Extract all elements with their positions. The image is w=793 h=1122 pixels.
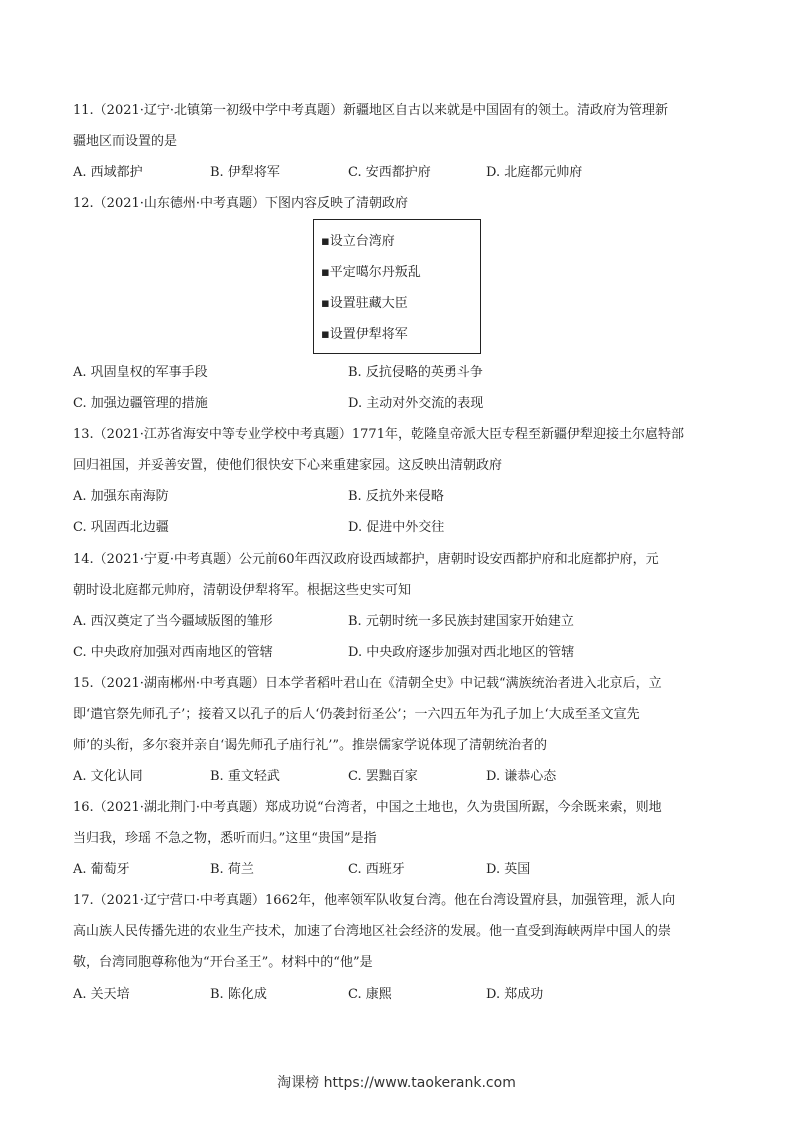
question-text: 12.（2021·山东德州·中考真题）下图内容反映了清朝政府 (73, 196, 409, 211)
question-text: 17.（2021·辽宁营口·中考真题）1662年，他率领军队收复台湾。他在台湾设置府县，加强管理，派人向 (73, 893, 676, 908)
question-text: 11.（2021·辽宁·北镇第一初级中学中考真题）新疆地区自古以来就是中国固有的领土。清政府为管理新 (73, 103, 669, 118)
option-a[interactable]: A. 葡萄牙 (73, 862, 130, 877)
question-text: 敬，台湾同胞尊称他为“开台圣王”。材料中的“他”是 (73, 955, 373, 970)
option-a[interactable]: A. 加强东南海防 (73, 489, 169, 504)
question-text: 当归我，珍瑶 不急之物，悉听而归。”这里“贵国”是指 (73, 831, 377, 846)
question-text: 朝时设北庭都元帅府，清朝设伊犁将军。根据这些史实可知 (73, 583, 412, 598)
box-item: ▪设置伊犁将军 (321, 327, 408, 342)
option-a[interactable]: A. 西域都护 (73, 165, 143, 180)
option-c[interactable]: C. 中央政府加强对西南地区的管辖 (73, 645, 273, 660)
option-b[interactable]: B. 反抗侵略的英勇斗争 (348, 365, 483, 380)
option-b[interactable]: B. 重文轻武 (210, 769, 280, 784)
option-d[interactable]: D. 谦恭心态 (486, 769, 557, 784)
content-box (313, 219, 481, 354)
option-d[interactable]: D. 促进中外交往 (348, 520, 445, 535)
question-text: 即‘遣官祭先师孔子’；接着又以孔子的后人‘仍袭封衍圣公’；一六四五年为孔子加上‘大成至圣文宣先 (73, 707, 640, 722)
option-b[interactable]: B. 伊犁将军 (210, 165, 280, 180)
question-text: 疆地区而设置的是 (73, 134, 178, 149)
option-b[interactable]: B. 元朝时统一多民族封建国家开始建立 (348, 614, 574, 629)
question-text: 14.（2021·宁夏·中考真题）公元前60年西汉政府设西域都护，唐朝时设安西都护府和北庭都护府，元 (73, 552, 659, 567)
option-d[interactable]: D. 主动对外交流的表现 (348, 396, 484, 411)
option-d[interactable]: D. 中央政府逐步加强对西北地区的管辖 (348, 645, 575, 660)
option-a[interactable]: A. 西汉奠定了当今疆域版图的雏形 (73, 614, 273, 629)
option-a[interactable]: A. 巩固皇权的军事手段 (73, 365, 208, 380)
option-d[interactable]: D. 英国 (486, 862, 531, 877)
option-b[interactable]: B. 反抗外来侵略 (348, 489, 444, 504)
option-a[interactable]: A. 文化认同 (73, 769, 143, 784)
footer-watermark: 淘课榜 https://www.taokerank.com (277, 1075, 516, 1091)
box-item: ▪平定噶尔丹叛乱 (321, 265, 421, 280)
option-c[interactable]: C. 罢黜百家 (348, 769, 418, 784)
box-item: ▪设立台湾府 (321, 234, 395, 249)
box-item: ▪设置驻藏大臣 (321, 296, 408, 311)
question-text: 13.（2021·江苏省海安中等专业学校中考真题）1771年，乾隆皇帝派大臣专程至新疆伊犁迎接土尔扈特部 (73, 427, 684, 442)
option-c[interactable]: C. 西班牙 (348, 862, 405, 877)
option-b[interactable]: B. 荷兰 (210, 862, 254, 877)
option-c[interactable]: C. 巩固西北边疆 (73, 520, 169, 535)
question-text: 15.（2021·湖南郴州·中考真题）日本学者稻叶君山在《清朝全史》中记载“满族统治者进入北京后，立 (73, 676, 662, 691)
question-text: 师’的头衔，多尔衮并亲自‘谒先师孔子庙行礼’”。推崇儒家学说体现了清朝统治者的 (73, 738, 548, 753)
option-d[interactable]: D. 郑成功 (486, 987, 544, 1002)
question-text: 高山族人民传播先进的农业生产技术，加速了台湾地区社会经济的发展。他一直受到海峡两岸中国人的崇 (73, 924, 672, 939)
option-c[interactable]: C. 安西都护府 (348, 165, 431, 180)
option-a[interactable]: A. 关天培 (73, 987, 130, 1002)
question-text: 16.（2021·湖北荆门·中考真题）郑成功说“台湾者，中国之土地也，久为贵国所踞，今余既来索，则地 (73, 800, 662, 815)
option-d[interactable]: D. 北庭都元帅府 (486, 165, 583, 180)
option-c[interactable]: C. 康熙 (348, 987, 392, 1002)
option-b[interactable]: B. 陈化成 (210, 987, 267, 1002)
question-text: 回归祖国，并妥善安置，使他们很快安下心来重建家园。这反映出清朝政府 (73, 458, 503, 473)
option-c[interactable]: C. 加强边疆管理的措施 (73, 396, 208, 411)
